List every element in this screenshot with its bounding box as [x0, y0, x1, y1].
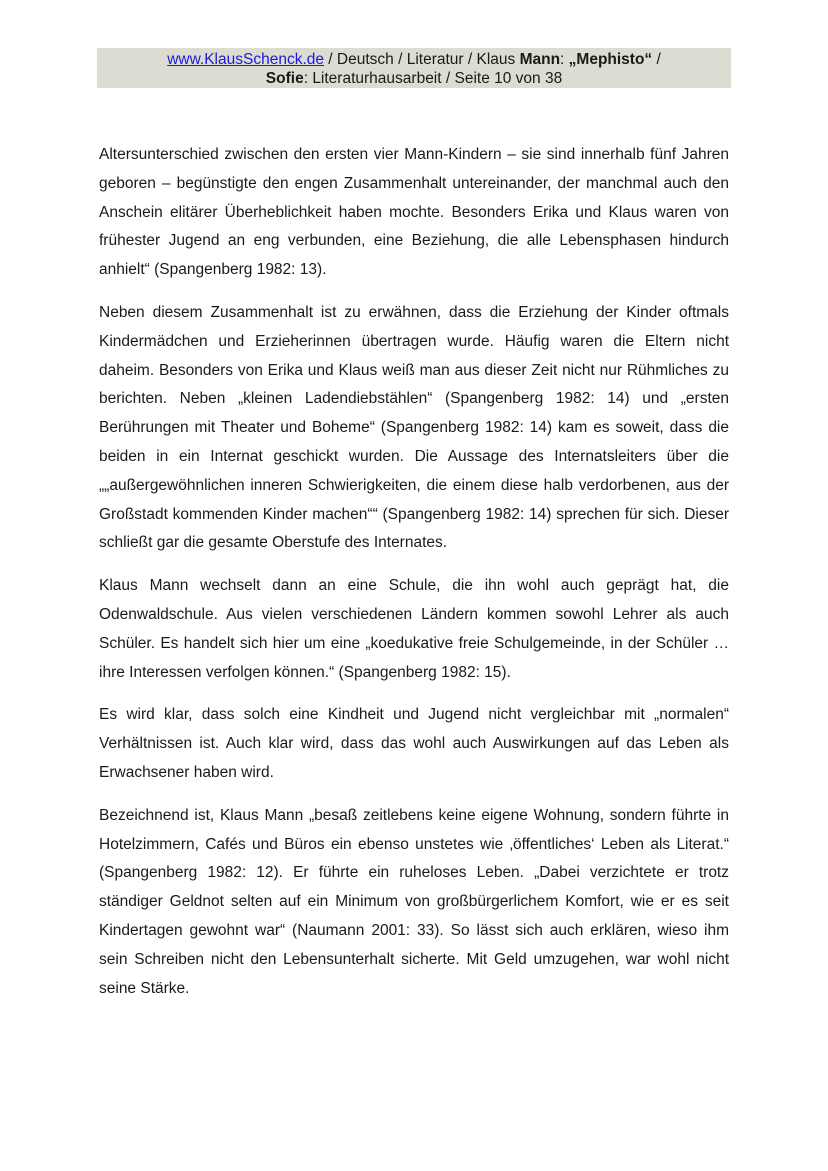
header-title: „Mephisto“: [568, 51, 653, 68]
header-slash: /: [652, 51, 661, 68]
header-line-2: [97, 69, 731, 88]
document-body: [99, 141, 729, 1017]
header-author: Mann: [519, 51, 561, 68]
header-line-1: [97, 50, 731, 69]
paragraph: Altersunterschied zwischen den ersten vier Mann-Kindern – sie sind innerhalb fünf Jahren geboren – begünstigte den engen Zusammenhalt untereinander, der manchmal auch den Anschein elitärer Überheblichkeit haben mochte. Besonders Erika und Klaus waren von frühester Jugend an eng verbunden, eine Beziehung, die alle Lebensphasen hindurch anhielt“ (Spangenberg 1982: 13).: [99, 146, 729, 279]
header-page-info: : Literaturhausarbeit / Seite 10 von 38: [303, 70, 563, 87]
header-path: / Deutsch / Literatur / Klaus: [324, 51, 520, 68]
paragraph: Es wird klar, dass solch eine Kindheit und Jugend nicht vergleichbar mit „normalen“ Verhältnissen ist. Auch klar wird, dass das wohl auch Auswirkungen auf das Leben als Erwachsener haben wird.: [99, 706, 729, 781]
header-student: Sofie: [265, 70, 304, 87]
page-header: [97, 48, 731, 88]
site-link[interactable]: www.KlausSchenck.de: [167, 51, 324, 68]
header-colon: :: [560, 51, 569, 68]
paragraph: Neben diesem Zusammenhalt ist zu erwähnen, dass die Erziehung der Kinder oftmals Kindermädchen und Erzieherinnen übertragen wurde. Häufig waren die Eltern nicht daheim. Besonders von Erika und Klaus weiß man aus dieser Zeit nicht nur Rühmliches zu berichten. Neben „kleinen Ladendiebstählen“ (Spangenberg 1982: 14) und „ersten Berührungen mit Theater und Boheme“ (Spangenberg 1982: 14) kam es soweit, dass die beiden in ein Internat geschickt wurden. Die Aussage des Internatsleiters über die „„außergewöhnlichen inneren Schwierigkeiten, die einem diese halb verdorbenen, aus der Großstadt kommenden Kinder machen““ (Spangenberg 1982: 14) sprechen für sich. Dieser schließt gar die gesamte Oberstufe des Internates.: [99, 303, 729, 552]
paragraph: Klaus Mann wechselt dann an eine Schule, die ihn wohl auch geprägt hat, die Odenwaldschule. Aus vielen verschiedenen Ländern kommen sowohl Lehrer als auch Schüler. Es handelt sich hier um eine „koedukative freie Schulgemeinde, in der Schüler … ihre Interessen verfolgen können.“ (Spangenberg 1982: 15).: [99, 577, 729, 681]
paragraph: Bezeichnend ist, Klaus Mann „besaß zeitlebens keine eigene Wohnung, sondern führte in Hotelzimmern, Cafés und Büros ein ebenso unstetes wie ‚öffentliches‘ Leben als Literat.“ (Spangenberg 1982: 12). Er führte ein ruheloses Leben. „Dabei verzichtete er trotz ständiger Geldnot selten auf ein Minimum von großbürgerlichem Komfort, wie er es seit Kindertagen gewohnt war“ (Naumann 2001: 33). So lässt sich auch erklären, wieso ihm sein Schreiben nicht den Lebensunterhalt sicherte. Mit Geld umzugehen, war wohl nicht seine Stärke.: [99, 806, 729, 997]
